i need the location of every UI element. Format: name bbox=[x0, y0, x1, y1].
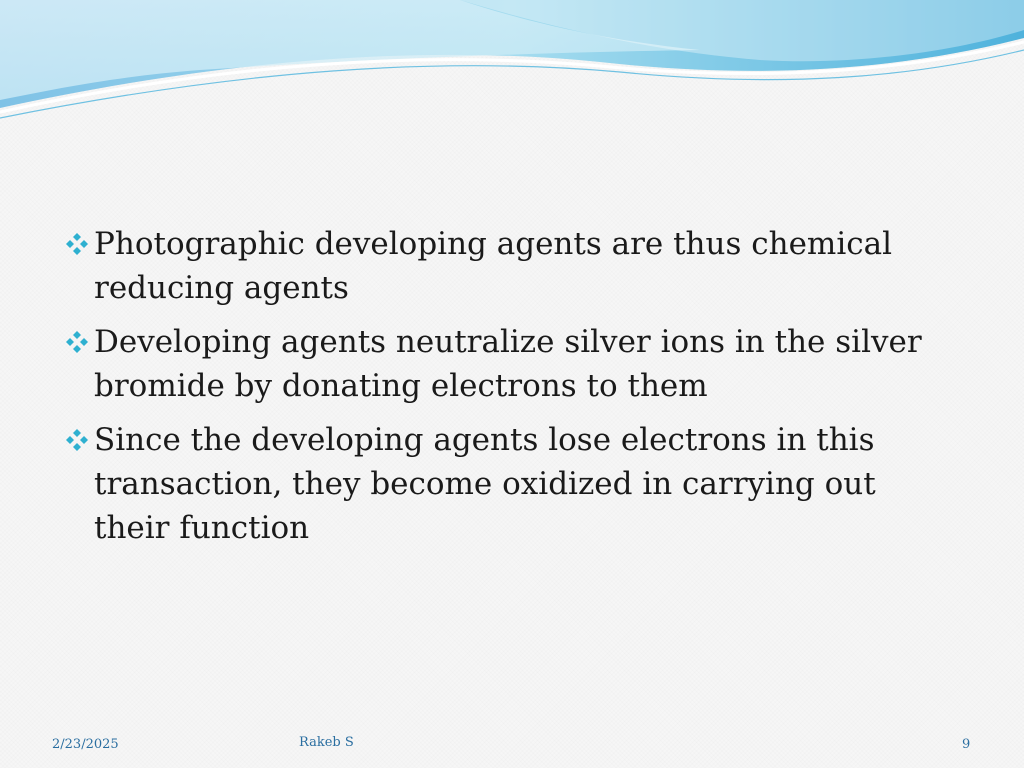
diamond-bullet-icon bbox=[60, 222, 94, 266]
bullet-text: Photographic developing agents are thus chemical reducing agents bbox=[94, 226, 892, 306]
bullet-item bbox=[60, 222, 940, 310]
slide-content bbox=[60, 222, 940, 560]
bullet-text: Since the developing agents lose electrons in this transaction, they become oxidized in carrying out their function bbox=[94, 422, 876, 546]
bullet-text: Developing agents neutralize silver ions in the silver bromide by donating electrons to them bbox=[94, 324, 922, 404]
diamond-bullet-icon bbox=[60, 418, 94, 462]
bullet-item bbox=[60, 418, 940, 550]
footer-date: 2/23/2025 bbox=[52, 737, 119, 752]
diamond-bullet-icon bbox=[60, 320, 94, 364]
bullet-item bbox=[60, 320, 940, 408]
page-number: 9 bbox=[962, 737, 971, 752]
header-wave-decoration bbox=[0, 0, 1024, 130]
footer-author: Rakeb S bbox=[299, 735, 354, 750]
